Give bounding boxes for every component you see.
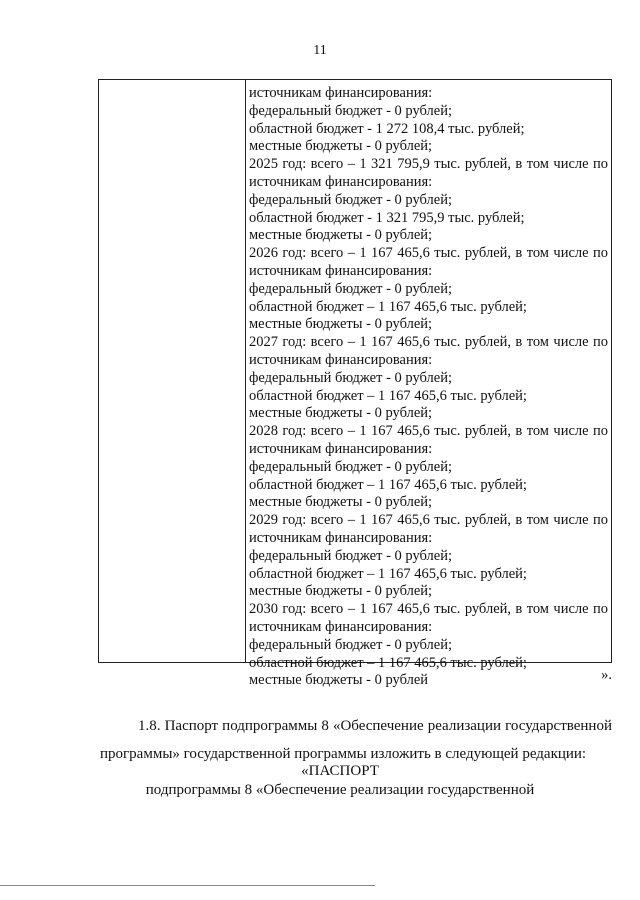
financing-line: источникам финансирования: [249,618,433,635]
financing-line: источникам финансирования: [249,173,433,190]
financing-line: областной бюджет – 1 167 465,6 тыс. рублей; [249,298,527,315]
financing-line: областной бюджет – 1 167 465,6 тыс. рублей; [249,476,527,493]
passport-subheading: подпрограммы 8 «Обеспечение реализации государственной [145,782,535,798]
financing-line: федеральный бюджет - 0 рублей; [249,191,452,208]
paragraph-line: программы» государственной программы изложить в следующей редакции: [100,746,587,762]
financing-year-line: 2029 год: всего – 1 167 465,6 тыс. рублей, в том числе по [249,512,608,529]
financing-line: местные бюджеты - 0 рублей; [249,405,433,422]
financing-line: областной бюджет – 1 167 465,6 тыс. рублей; [249,565,527,582]
financing-line: местные бюджеты - 0 рублей; [249,138,433,155]
table-right-cell [246,80,611,689]
financing-line: местные бюджеты - 0 рублей; [249,583,433,600]
financing-line: федеральный бюджет - 0 рублей; [249,547,452,564]
financing-line: федеральный бюджет - 0 рублей; [249,636,452,653]
financing-line: источникам финансирования: [249,440,433,457]
footer-divider [0,885,375,886]
closing-quote-mark: ». [601,667,612,683]
table-left-cell [99,80,246,662]
financing-line: областной бюджет - 1 272 108,4 тыс. рублей; [249,120,525,137]
financing-year-line: 2025 год: всего – 1 321 795,9 тыс. рублей, в том числе по [249,156,608,173]
financing-line: областной бюджет - 1 321 795,9 тыс. рублей; [249,209,525,226]
financing-line: местные бюджеты - 0 рублей [249,672,429,689]
financing-line: источникам финансирования: [249,262,433,279]
financing-line: федеральный бюджет - 0 рублей; [249,102,452,119]
financing-line: федеральный бюджет - 0 рублей; [249,369,452,386]
passport-heading: «ПАСПОРТ [301,763,379,779]
financing-line: областной бюджет – 1 167 465,6 тыс. рублей; [249,387,527,404]
financing-line: областной бюджет – 1 167 465,6 тыс. рублей; [249,654,527,671]
page-number: 11 [313,43,327,58]
financing-year-line: 2028 год: всего – 1 167 465,6 тыс. рублей, в том числе по [249,423,608,440]
paragraph-line: 1.8. Паспорт подпрограммы 8 «Обеспечение реализации государственной [138,718,612,734]
financing-year-line: 2027 год: всего – 1 167 465,6 тыс. рублей, в том числе по [249,334,608,351]
financing-line: источникам финансирования: [249,529,433,546]
financing-line: источникам финансирования: [249,351,433,368]
passport-table [98,79,612,689]
amendment-paragraph [100,712,612,768]
financing-year-line: 2026 год: всего – 1 167 465,6 тыс. рублей, в том числе по [249,245,608,262]
financing-line: федеральный бюджет - 0 рублей; [249,280,452,297]
financing-line: местные бюджеты - 0 рублей; [249,316,433,333]
financing-line: местные бюджеты - 0 рублей; [249,494,433,511]
financing-line: источникам финансирования: [249,85,433,101]
financing-year-line: 2030 год: всего – 1 167 465,6 тыс. рублей, в том числе по [249,601,608,618]
financing-line: местные бюджеты - 0 рублей; [249,227,433,244]
financing-line: федеральный бюджет - 0 рублей; [249,458,452,475]
